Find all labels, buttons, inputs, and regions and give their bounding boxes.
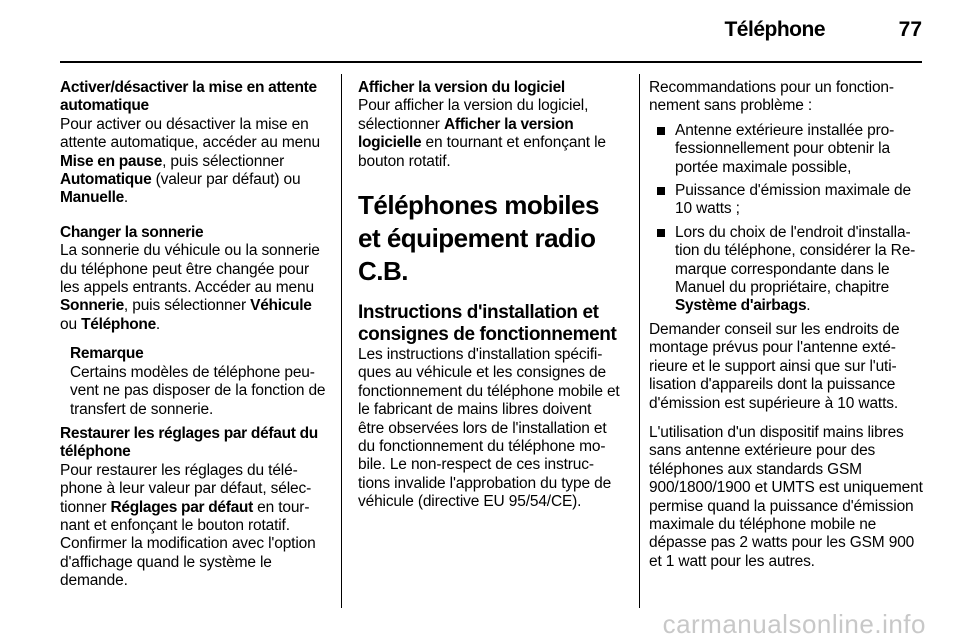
watermark: carmanualsonline.info — [662, 609, 926, 639]
recommendation-list — [649, 122, 927, 316]
body-text: , puis sélectionner — [123, 297, 251, 315]
section-body — [60, 242, 330, 334]
body-text: La sonnerie du véhicule ou la sonnerie du téléphone peut être changée pour les appels entrants. Accéder au menu — [60, 242, 320, 297]
list-item — [649, 122, 927, 177]
menu-term: Mise en pause — [60, 152, 163, 170]
list-item-text: Lors du choix de l'endroit d'installation du téléphone, considérer la Remarque correspondante dans le Manuel du propriétaire, chapitre — [675, 223, 916, 297]
column-1 — [60, 79, 330, 602]
body-text: en tournant et enfonçant le bouton rotatif. — [358, 134, 606, 170]
menu-term: Réglages par défaut — [110, 498, 253, 516]
section-body — [60, 462, 330, 591]
intro-text: Recommandations pour un fonctionnement sans problème : — [649, 79, 895, 115]
body-text: Pour restaurer les réglages du téléphone à leur valeur par défaut, sélectionner — [60, 461, 312, 516]
column-2 — [358, 79, 620, 512]
body-text: Pour afficher la version du logiciel, sélectionner — [358, 97, 589, 133]
bullet-square-icon — [657, 229, 665, 237]
body-text: (valeur par défaut) ou — [151, 171, 301, 189]
paragraph: Demander conseil sur les endroits de montage prévus pour l'antenne extérieure et le support ainsi que sur l'utilisation d'appareils dont la puissance d'émission est supérieure à 10 watts. — [649, 320, 900, 412]
section-body — [358, 97, 620, 171]
body-text: ou — [60, 315, 82, 333]
note-title: Remarque — [70, 345, 144, 363]
note-text: Certains modèles de téléphone peuvent ne pas disposer de la fonction de transfert de sonnerie. — [70, 363, 326, 418]
body-text: . — [155, 315, 161, 333]
column-divider-1 — [341, 74, 342, 608]
body-text: en tournant et enfonçant le bouton rotatif. Confirmer la modification avec l'option d'affichage quand le système le demande. — [60, 498, 316, 590]
menu-term: Véhicule — [250, 297, 312, 315]
column-3 — [649, 79, 927, 582]
list-item-text: Puissance d'émission maximale de 10 watts ; — [675, 182, 911, 218]
menu-term: Système d'airbags — [675, 297, 807, 315]
list-item — [649, 224, 927, 316]
list-item — [649, 182, 927, 219]
menu-term: Afficher la version logicielle — [358, 115, 574, 152]
paragraph: L'utilisation d'un dispositif mains libres sans antenne extérieure pour des téléphones aux standards GSM 900/1800/1900 et UMTS est uniquement permise quand la puissance d'émission maximale du téléphone mobile ne dépasse pas 2 watts pour les GSM 900 et 1 watt pour les autres. — [649, 423, 923, 570]
section-title: Restaurer les réglages par défaut du téléphone — [60, 424, 318, 461]
section-software-version — [358, 79, 620, 171]
menu-term: Téléphone — [81, 315, 156, 333]
section-hold — [60, 79, 330, 208]
menu-term: Automatique — [60, 171, 152, 189]
body-text: . — [123, 189, 129, 207]
body-text: , puis sélectionner — [162, 152, 285, 170]
section-title: Activer/désactiver la mise en attente automatique — [60, 79, 317, 115]
section-title: Changer la sonnerie — [60, 223, 204, 241]
header-divider — [60, 61, 922, 63]
section-reset — [60, 425, 330, 591]
menu-term: Sonnerie — [60, 297, 124, 315]
section-ringtone — [60, 224, 330, 334]
page-title: Téléphone — [724, 18, 825, 41]
note-box — [70, 345, 330, 419]
page-number: 77 — [898, 18, 922, 41]
section-body — [60, 116, 330, 208]
section-title: Afficher la version du logiciel — [358, 79, 565, 96]
body-text: Pour activer ou désactiver la mise en attente automatique, accéder au menu — [60, 115, 320, 152]
section-body: Les instructions d'installation spécifiques au véhicule et les consignes de fonctionnement du téléphone mobile et le fabricant de mains libres doivent être observées lors de l'installation et du fonctionnement du téléphone mobile. Le non-respect de ces instructions invalide l'approbation du type de véhicule (directive EU 95/54/CE). — [358, 346, 620, 511]
subsection-heading: Instructions d'installation et consignes de fonctionnement — [358, 302, 617, 346]
bullet-square-icon — [657, 187, 665, 195]
column-divider-2 — [639, 74, 640, 608]
list-item-text: Antenne extérieure installée professionnellement pour obtenir la portée maximale possible, — [675, 121, 895, 176]
chapter-heading: Téléphones mobiles et équipement radio C.B. — [358, 190, 599, 287]
menu-term: Manuelle — [60, 189, 124, 207]
list-item-text: . — [806, 297, 811, 315]
bullet-square-icon — [657, 127, 665, 135]
